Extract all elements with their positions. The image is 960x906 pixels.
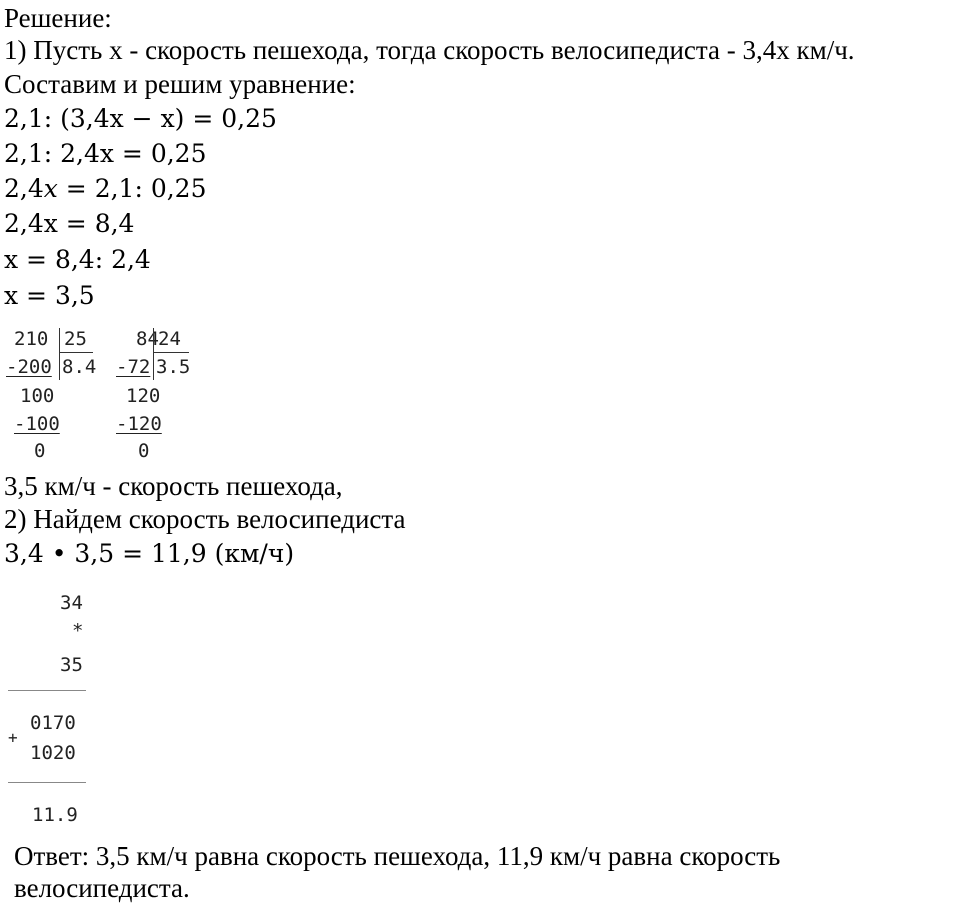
equation-1: 2,1: (3,4x − x) = 0,25 xyxy=(4,104,277,133)
solution-heading: Решение: xyxy=(4,3,112,33)
multiplication-plus-sign: + xyxy=(8,728,18,747)
equation-4: 2,4x = 8,4 xyxy=(4,209,135,238)
multiplication-rule-2 xyxy=(8,782,86,783)
division2-dividend: 84 xyxy=(136,328,159,350)
division2-remainder-1: 120 xyxy=(126,385,161,407)
multiplication-product: 11.9 xyxy=(32,804,78,826)
division2-subtract-1: -72 xyxy=(116,356,151,378)
division2-divisor: 24 xyxy=(158,328,181,350)
division2-remainder-2: 0 xyxy=(138,440,150,462)
result-pedestrian-speed: 3,5 км/ч - скорость пешехода, xyxy=(4,471,343,501)
equation-2: 2,1: 2,4x = 0,25 xyxy=(4,139,207,168)
division1-subtract-1: -200 xyxy=(6,356,52,378)
division1-vertical-bar xyxy=(59,328,60,380)
compose-equation-text: Составим и решим уравнение: xyxy=(4,69,356,99)
division1-remainder-1: 100 xyxy=(20,385,55,407)
answer-line-1: Ответ: 3,5 км/ч равна скорость пешехода, 11,9 км/ч равна скорость xyxy=(14,841,781,871)
multiplication-factor-1: 34 xyxy=(60,592,83,614)
equation-3: 2,4𝑥 = 2,1: 0,25 xyxy=(4,174,207,203)
step2-expression: 3,4 • 3,5 = 11,9 (км/ч) xyxy=(4,539,295,568)
division1-remainder-2: 0 xyxy=(34,440,46,462)
equation-5: x = 8,4: 2,4 xyxy=(4,245,151,274)
multiplication-partial-2: 1020 xyxy=(30,742,76,764)
division1-quotient: 8.4 xyxy=(62,356,97,378)
step2-title: 2) Найдем скорость велосипедиста xyxy=(4,504,406,534)
division2-vertical-bar xyxy=(153,328,154,380)
division1-divisor-bar xyxy=(59,352,93,353)
division1-divisor: 25 xyxy=(64,328,87,350)
division1-dividend: 210 xyxy=(14,328,49,350)
equation-6: x = 3,5 xyxy=(4,281,95,310)
step1-intro: 1) Пусть x - скорость пешехода, тогда скорость велосипедиста - 3,4x км/ч. xyxy=(4,35,855,65)
multiplication-partial-1: 0170 xyxy=(30,712,76,734)
multiplication-factor-2: 35 xyxy=(60,654,83,676)
answer-line-2: велосипедиста. xyxy=(14,873,190,903)
multiplication-operator: * xyxy=(72,620,84,642)
division1-subtract-2: -100 xyxy=(14,413,60,435)
multiplication-rule-1 xyxy=(8,690,86,691)
division2-divisor-bar xyxy=(153,352,189,353)
division2-quotient: 3.5 xyxy=(156,356,191,378)
division2-subtract-2: -120 xyxy=(116,413,162,435)
